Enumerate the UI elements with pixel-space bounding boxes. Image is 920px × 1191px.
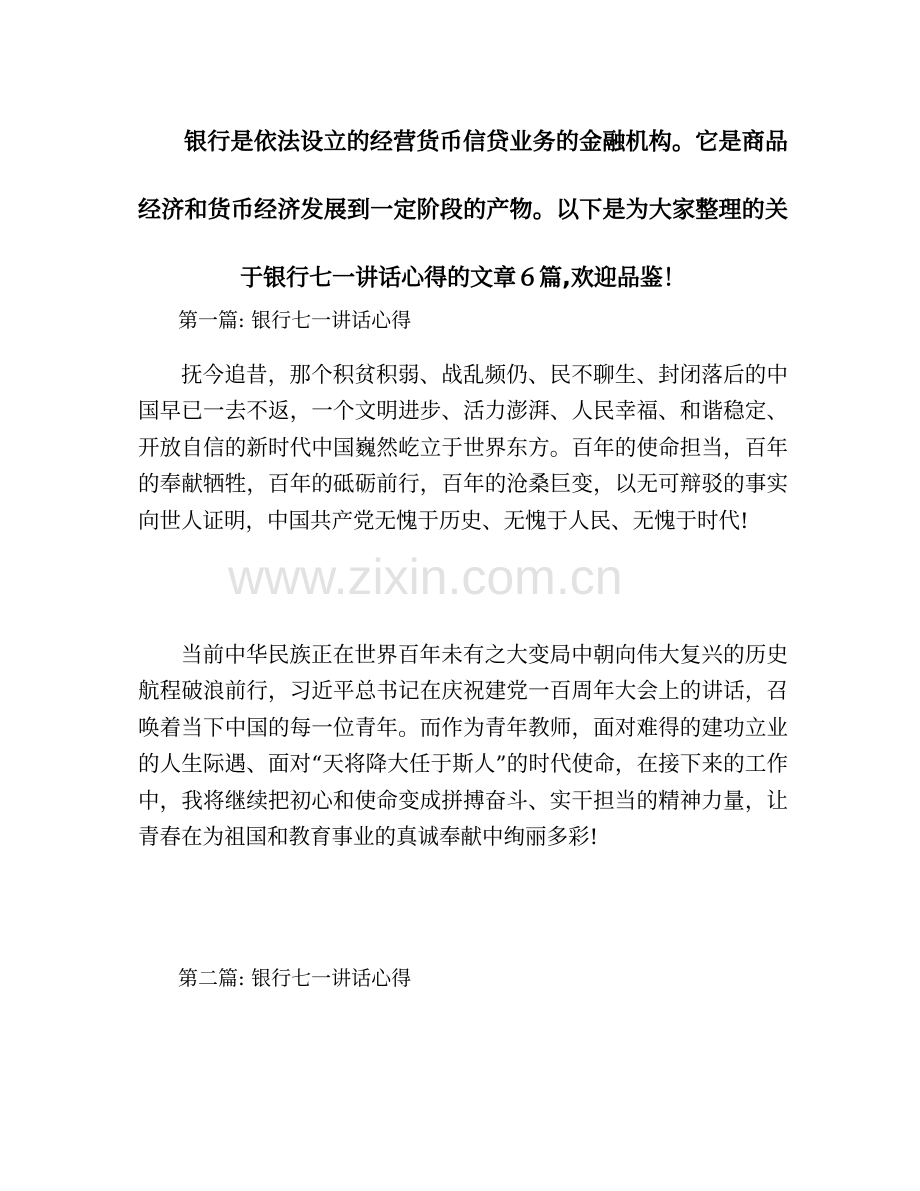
section-1-heading: 第一篇: 银行七一讲话心得 xyxy=(178,308,412,332)
section-2-heading: 第二篇: 银行七一讲话心得 xyxy=(178,966,412,990)
intro-paragraph: 银行是依法设立的经营货币信贷业务的金融机构。它是商品经济和货币经济发展到一定阶段的产物。以下是为大家整理的关于银行七一讲话心得的文章６篇,欢迎品鉴！ xyxy=(138,129,788,291)
section-1-paragraph-2: 当前中华民族正在世界百年未有之大变局中朝向伟大复兴的历史航程破浪前行，习近平总书记在庆祝建党一百周年大会上的讲话，召唤着当下中国的每一位青年。而作为青年教师，面对难得的建功立业的人生际遇、面对“天将降大任于斯人”的时代使命，在接下来的工作中，我将继续把初心和使命变成拼搏奋斗、实干担当的精神力量，让青春在为祖国和教育事业的真诚奉献中绚丽多彩! xyxy=(138,643,788,851)
watermark: www.zixin.com.cn xyxy=(228,549,623,605)
section-1-paragraph-1: 抚今追昔，那个积贫积弱、战乱频仍、民不聊生、封闭落后的中国早已一去不返，一个文明进步、活力澎湃、人民幸福、和谐稳定、开放自信的新时代中国巍然屹立于世界东方。百年的使命担当，百年的奉献牺牲，百年的砥砺前行，百年的沧桑巨变，以无可辩驳的事实向世人证明，中国共产党无愧于历史、无愧于人民、无愧于时代! xyxy=(138,363,788,534)
